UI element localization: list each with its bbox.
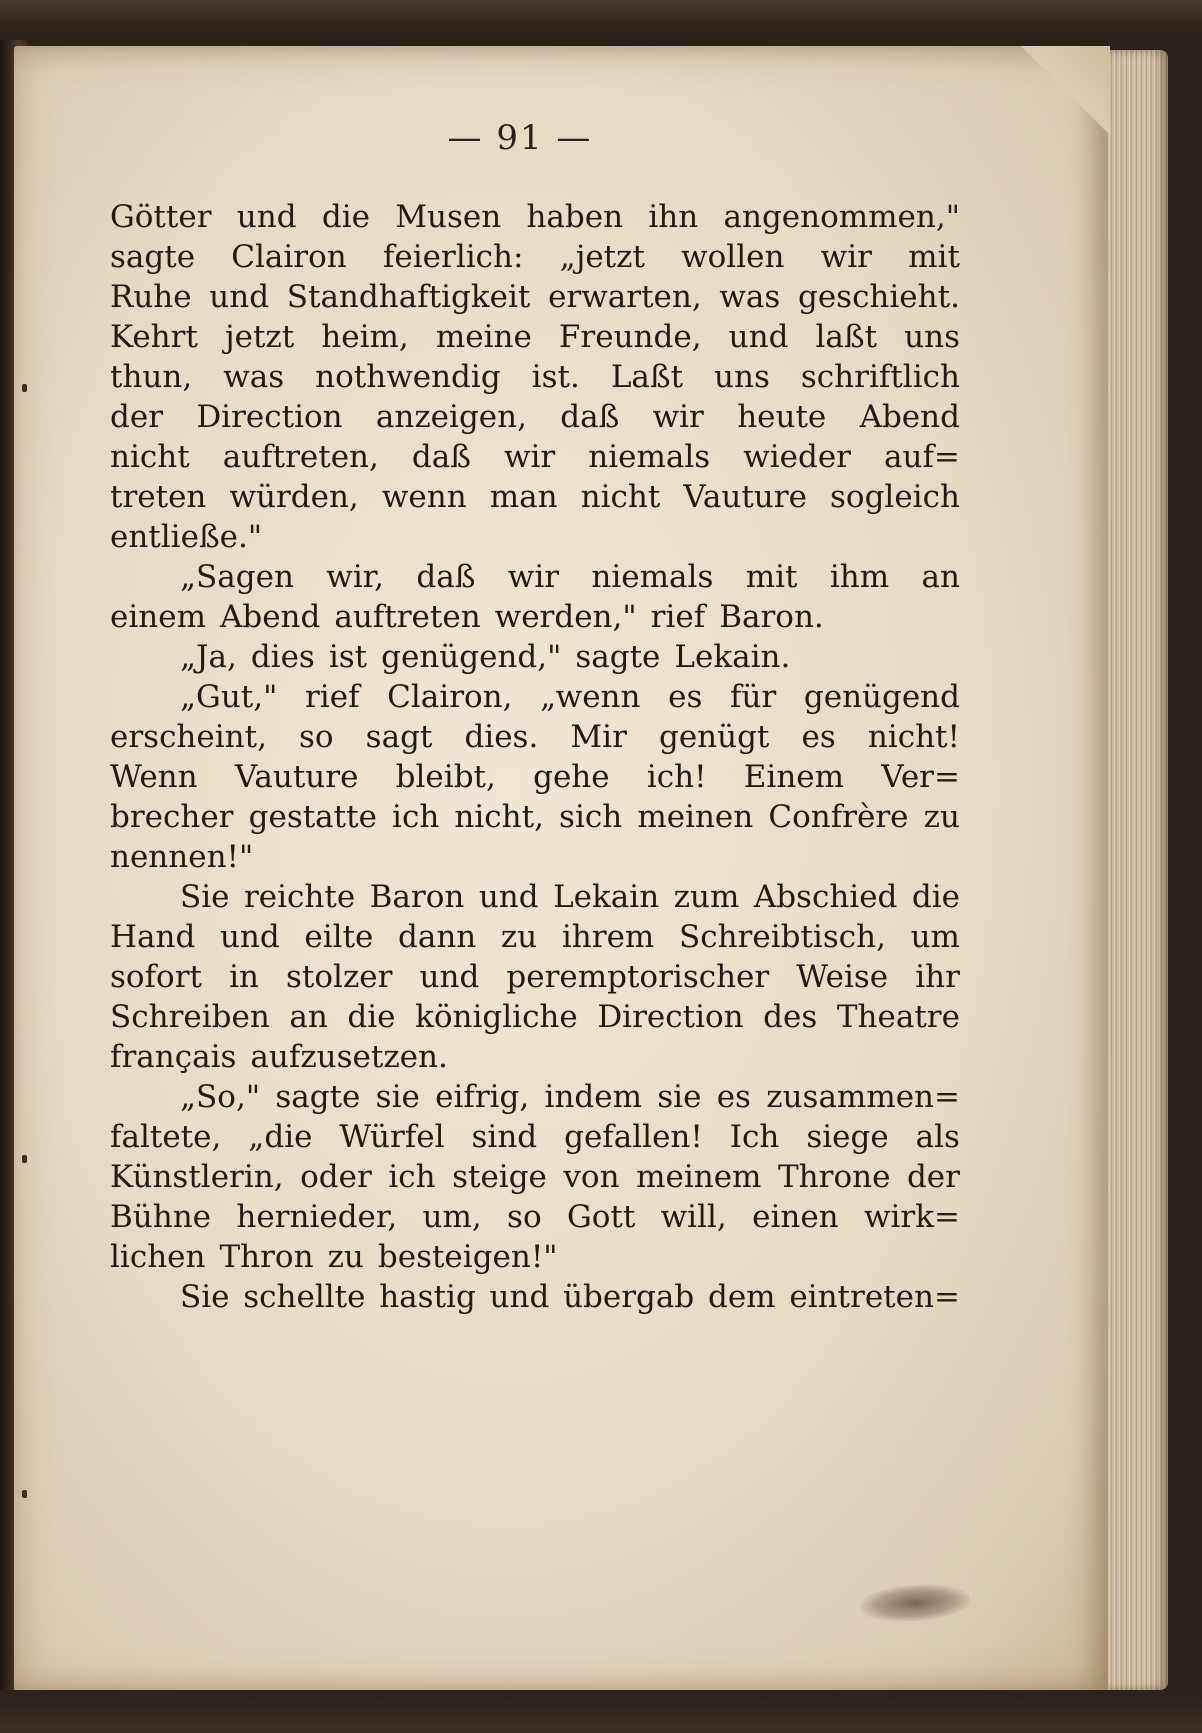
- word: nothwendig: [315, 359, 501, 395]
- word: werden,": [494, 599, 637, 635]
- word: ihrem: [561, 919, 655, 955]
- word: schellte: [243, 1279, 366, 1315]
- word: zu: [500, 919, 538, 955]
- word: dies: [250, 639, 315, 675]
- word: Laßt: [610, 359, 684, 395]
- word: heute: [737, 399, 827, 435]
- word: ist.: [531, 359, 580, 395]
- word: Standhaftigkeit: [286, 279, 531, 315]
- word: es: [801, 719, 836, 755]
- text-line: [110, 915, 960, 959]
- word: um,: [422, 1199, 482, 1235]
- word: stolzer: [286, 959, 393, 995]
- word: hernieder,: [236, 1199, 398, 1235]
- word: es: [716, 1079, 751, 1115]
- word: Lekain.: [674, 639, 791, 675]
- word: ihm: [829, 559, 890, 595]
- word: von: [563, 1159, 620, 1195]
- word: ich!: [646, 759, 707, 795]
- word: mit: [908, 239, 960, 275]
- word: Thron: [219, 1239, 314, 1275]
- word: „wenn: [540, 679, 641, 715]
- word: daß: [411, 439, 471, 475]
- word: wir: [820, 239, 872, 275]
- word: Gott: [566, 1199, 636, 1235]
- word: königliche: [415, 999, 578, 1035]
- word: Baron.: [719, 599, 824, 635]
- word: Clairon: [231, 239, 347, 275]
- word: Sie: [180, 879, 230, 915]
- word: und: [209, 279, 270, 315]
- word: anzeigen,: [375, 399, 527, 435]
- word: Schreiben: [110, 999, 270, 1035]
- word: an: [289, 999, 328, 1035]
- word: Direction: [597, 999, 744, 1035]
- text-line: [110, 1035, 960, 1079]
- word: zusammen=: [766, 1079, 960, 1115]
- margin-mark: [22, 1155, 27, 1163]
- text-line: [110, 1155, 960, 1199]
- word: nennen!": [110, 839, 254, 875]
- word: der: [906, 1159, 960, 1195]
- word: Würfel: [339, 1119, 445, 1155]
- text-line: [110, 595, 960, 639]
- text-line: [110, 235, 960, 279]
- dog-ear-corner: [1000, 46, 1110, 156]
- word: uns: [904, 319, 960, 355]
- word: wollen: [681, 239, 785, 275]
- word: an: [921, 559, 960, 595]
- word: genügt: [658, 719, 770, 755]
- text-line: [110, 275, 960, 319]
- word: will,: [660, 1199, 727, 1235]
- word: rief: [650, 599, 706, 635]
- word: zum: [673, 879, 740, 915]
- text-line: [110, 1075, 960, 1119]
- word: besteigen!": [377, 1239, 558, 1275]
- word: Abend: [219, 599, 321, 635]
- word: des: [763, 999, 818, 1035]
- word: wir: [503, 439, 556, 475]
- word: meinen: [637, 799, 754, 835]
- text-line: [110, 515, 960, 559]
- word: meine: [435, 319, 532, 355]
- word: Confrère: [768, 799, 909, 835]
- ink-stain: [859, 1581, 971, 1625]
- word: Baron: [369, 879, 465, 915]
- word: niemals: [588, 439, 711, 475]
- word: entließe.": [110, 519, 263, 555]
- word: indem: [544, 1079, 642, 1115]
- word: Musen: [395, 199, 502, 235]
- word: sie: [657, 1079, 702, 1115]
- word: „jetzt: [559, 239, 645, 275]
- word: Mir: [570, 719, 627, 755]
- word: dann: [398, 919, 477, 955]
- word: die: [911, 879, 960, 915]
- word: und: [478, 879, 539, 915]
- word: Hand: [110, 919, 196, 955]
- word: genügend: [803, 679, 960, 715]
- word: feierlich:: [382, 239, 524, 275]
- word: übergab: [563, 1279, 695, 1315]
- word: wir: [652, 399, 704, 435]
- word: „Gut,": [180, 679, 278, 715]
- word: haben: [526, 199, 624, 235]
- text-line: [110, 875, 960, 919]
- word: meinem: [636, 1159, 762, 1195]
- word: reichte: [243, 879, 356, 915]
- word: und: [489, 1279, 550, 1315]
- word: oder: [300, 1159, 372, 1195]
- word: gehe: [533, 759, 610, 795]
- word: rief: [304, 679, 360, 715]
- word: so: [299, 719, 334, 755]
- word: Abschied: [753, 879, 898, 915]
- word: würden,: [229, 479, 359, 515]
- word: „Sagen: [180, 559, 294, 595]
- word: Vauture: [683, 479, 807, 515]
- word: ihn: [648, 199, 699, 235]
- word: „Ja,: [180, 639, 237, 675]
- text-line: [110, 635, 960, 679]
- word: Künstlerin,: [110, 1159, 284, 1195]
- word: in: [229, 959, 259, 995]
- word: angenommen,": [723, 199, 960, 235]
- word: erscheint,: [110, 719, 267, 755]
- word: steige: [452, 1159, 547, 1195]
- word: nicht: [580, 479, 661, 515]
- word: uns: [714, 359, 770, 395]
- word: geschieht.: [797, 279, 960, 315]
- word: aufzusetzen.: [250, 1039, 448, 1075]
- word: siege: [806, 1119, 889, 1155]
- word: „So,": [180, 1079, 261, 1115]
- word: genügend,": [381, 639, 562, 675]
- book-cover-top-edge: [0, 0, 1202, 42]
- word: schriftlich: [800, 359, 960, 395]
- word: heim,: [321, 319, 409, 355]
- word: Sie: [180, 1279, 230, 1315]
- word: zu: [923, 799, 960, 835]
- word: ich: [388, 1159, 436, 1195]
- text-line: [110, 995, 960, 1039]
- word: ist: [328, 639, 368, 675]
- word: bleibt,: [395, 759, 496, 795]
- text-line: [110, 1115, 960, 1159]
- word: als: [915, 1119, 960, 1155]
- word: Throne: [777, 1159, 891, 1195]
- word: Direction: [196, 399, 343, 435]
- word: was: [719, 279, 781, 315]
- word: Ich: [729, 1119, 780, 1155]
- word: Weise: [796, 959, 889, 995]
- text-line: [110, 355, 960, 399]
- word: mit: [745, 559, 798, 595]
- word: auftreten,: [222, 439, 379, 475]
- word: für: [729, 679, 777, 715]
- word: dies.: [464, 719, 539, 755]
- word: die: [347, 999, 396, 1035]
- page-edges-stack: [1098, 50, 1168, 1690]
- word: sagt: [365, 719, 433, 755]
- word: einen: [752, 1199, 839, 1235]
- word: thun,: [110, 359, 193, 395]
- word: eintreten=: [789, 1279, 960, 1315]
- word: nicht,: [454, 799, 544, 835]
- word: wir,: [326, 559, 385, 595]
- word: auf=: [884, 439, 960, 475]
- text-line: [110, 435, 960, 479]
- word: und: [728, 319, 789, 355]
- word: Wenn: [110, 759, 198, 795]
- word: peremptorischer: [506, 959, 770, 995]
- word: wieder: [743, 439, 851, 475]
- word: sofort: [110, 959, 202, 995]
- word: einem: [110, 599, 206, 635]
- word: sind: [471, 1119, 538, 1155]
- word: „die: [248, 1119, 313, 1155]
- word: man: [489, 479, 558, 515]
- margin-mark: [22, 1490, 27, 1498]
- word: Vauture: [234, 759, 359, 795]
- text-line: [110, 1235, 960, 1279]
- word: es: [668, 679, 703, 715]
- word: so: [507, 1199, 542, 1235]
- word: laßt: [815, 319, 878, 355]
- word: zu: [327, 1239, 364, 1275]
- word: auftreten: [334, 599, 481, 635]
- word: brecher: [110, 799, 234, 835]
- word: ihr: [915, 959, 960, 995]
- word: eilte: [304, 919, 374, 955]
- word: sie: [375, 1079, 420, 1115]
- text-line: [110, 835, 960, 879]
- text-line: [110, 795, 960, 839]
- word: sich: [559, 799, 623, 835]
- text-line: [110, 195, 960, 239]
- word: treten: [110, 479, 207, 515]
- word: und: [219, 919, 280, 955]
- text-line: [110, 675, 960, 719]
- word: wenn: [381, 479, 467, 515]
- word: und: [236, 199, 297, 235]
- word: hastig: [379, 1279, 476, 1315]
- word: niemals: [591, 559, 714, 595]
- word: die: [321, 199, 370, 235]
- text-line: [110, 715, 960, 759]
- text-line: [110, 1275, 960, 1319]
- word: Kehrt: [110, 319, 198, 355]
- word: der: [110, 399, 164, 435]
- word: Freunde,: [558, 319, 702, 355]
- book-cover-bottom-edge: [0, 1690, 1202, 1733]
- word: eifrig,: [435, 1079, 530, 1115]
- word: sogleich: [830, 479, 960, 515]
- word: Abend: [859, 399, 960, 435]
- margin-mark: [22, 384, 27, 392]
- word: jetzt: [225, 319, 295, 355]
- word: was: [223, 359, 285, 395]
- text-line: [110, 555, 960, 599]
- word: um: [910, 919, 960, 955]
- text-line: [110, 755, 960, 799]
- word: faltete,: [110, 1119, 222, 1155]
- word: wirk=: [863, 1199, 960, 1235]
- word: Theatre: [836, 999, 960, 1035]
- text-line: [110, 315, 960, 359]
- text-line: [110, 475, 960, 519]
- word: gefallen!: [564, 1119, 703, 1155]
- word: und: [419, 959, 480, 995]
- word: Schreibtisch,: [678, 919, 886, 955]
- word: Ver=: [881, 759, 960, 795]
- word: Einem: [743, 759, 845, 795]
- word: ich: [392, 799, 440, 835]
- word: sagte: [275, 1079, 361, 1115]
- word: nicht!: [867, 719, 960, 755]
- text-line: [110, 395, 960, 439]
- word: Clairon,: [387, 679, 513, 715]
- text-line: [110, 955, 960, 999]
- word: Ruhe: [110, 279, 192, 315]
- word: wir: [507, 559, 560, 595]
- word: Bühne: [110, 1199, 212, 1235]
- word: dem: [707, 1279, 776, 1315]
- word: sagte: [110, 239, 196, 275]
- word: français: [110, 1039, 237, 1075]
- word: lichen: [110, 1239, 206, 1275]
- text-line: [110, 1195, 960, 1239]
- word: erwarten,: [548, 279, 702, 315]
- word: sagte: [575, 639, 661, 675]
- word: nicht: [110, 439, 190, 475]
- word: daß: [416, 559, 476, 595]
- word: Götter: [110, 199, 212, 235]
- word: daß: [560, 399, 620, 435]
- word: gestatte: [248, 799, 377, 835]
- page-number: — 91 —: [447, 118, 593, 158]
- word: Lekain: [553, 879, 660, 915]
